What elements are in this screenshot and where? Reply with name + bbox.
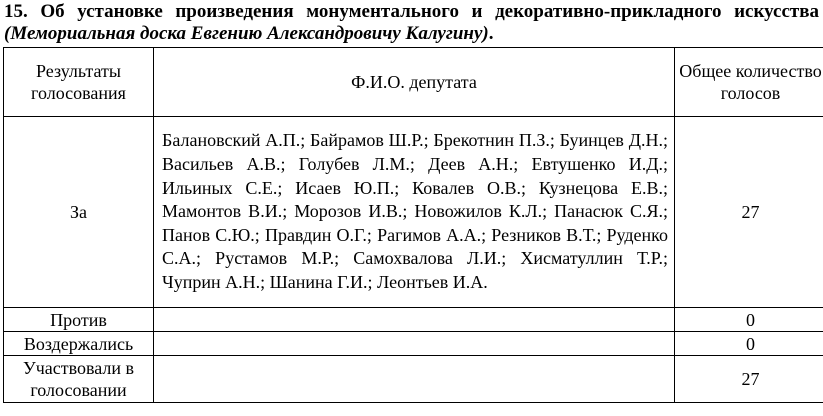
result-abstained: Воздержались <box>4 332 154 356</box>
header-total-votes: Общее количество голосов <box>675 48 823 117</box>
table-row-abstained <box>4 332 823 356</box>
item-end-period: . <box>488 23 494 44</box>
table-header-row <box>4 48 823 117</box>
total-against: 0 <box>675 308 823 332</box>
result-for: За <box>4 117 154 308</box>
deputies-abstained <box>154 332 675 356</box>
header-deputy-names: Ф.И.О. депутата <box>154 48 675 117</box>
header-result: Результаты голосования <box>4 48 154 117</box>
result-participated: Участвовали в голосовании <box>4 356 154 403</box>
table-row-against <box>4 308 823 332</box>
total-abstained: 0 <box>675 332 823 356</box>
total-for: 27 <box>675 117 823 308</box>
item-number: 15. <box>4 1 28 22</box>
table-row-for <box>4 117 823 308</box>
result-against: Против <box>4 308 154 332</box>
table-row-participated <box>4 356 823 403</box>
agenda-item-heading <box>4 1 819 45</box>
deputies-participated <box>154 356 675 403</box>
deputies-against <box>154 308 675 332</box>
item-subtitle: (Мемориальная доска Евгению Александровичу Калугину) <box>4 23 489 44</box>
deputies-for: Балановский А.П.; Байрамов Ш.Р.; Брекотнин П.З.; Буинцев Д.Н.; Васильев А.В.; Голубев Л.М.; Деев А.Н.; Евтушенко И.Д.; Ильиных С.Е.; Исаев Ю.П.; Ковалев О.В.; Кузнецова Е.В.; Мамонтов В.И.; Морозов И.В.; Новожилов К.Л.; Панасюк С.Я.; Панов С.Ю.; Правдин О.Г.; Рагимов А.А.; Резников В.Т.; Руденко С.А.; Рустамов М.Р.; Самохвалова Л.И.; Хисматуллин Т.Р.; Чуприн А.Н.; Шанина Г.И.; Леонтьев И.А. <box>154 117 675 308</box>
total-participated: 27 <box>675 356 823 403</box>
voting-results-table <box>3 47 823 403</box>
item-title: Об установке произведения монументального и декоративно-прикладного искусства <box>40 1 820 22</box>
